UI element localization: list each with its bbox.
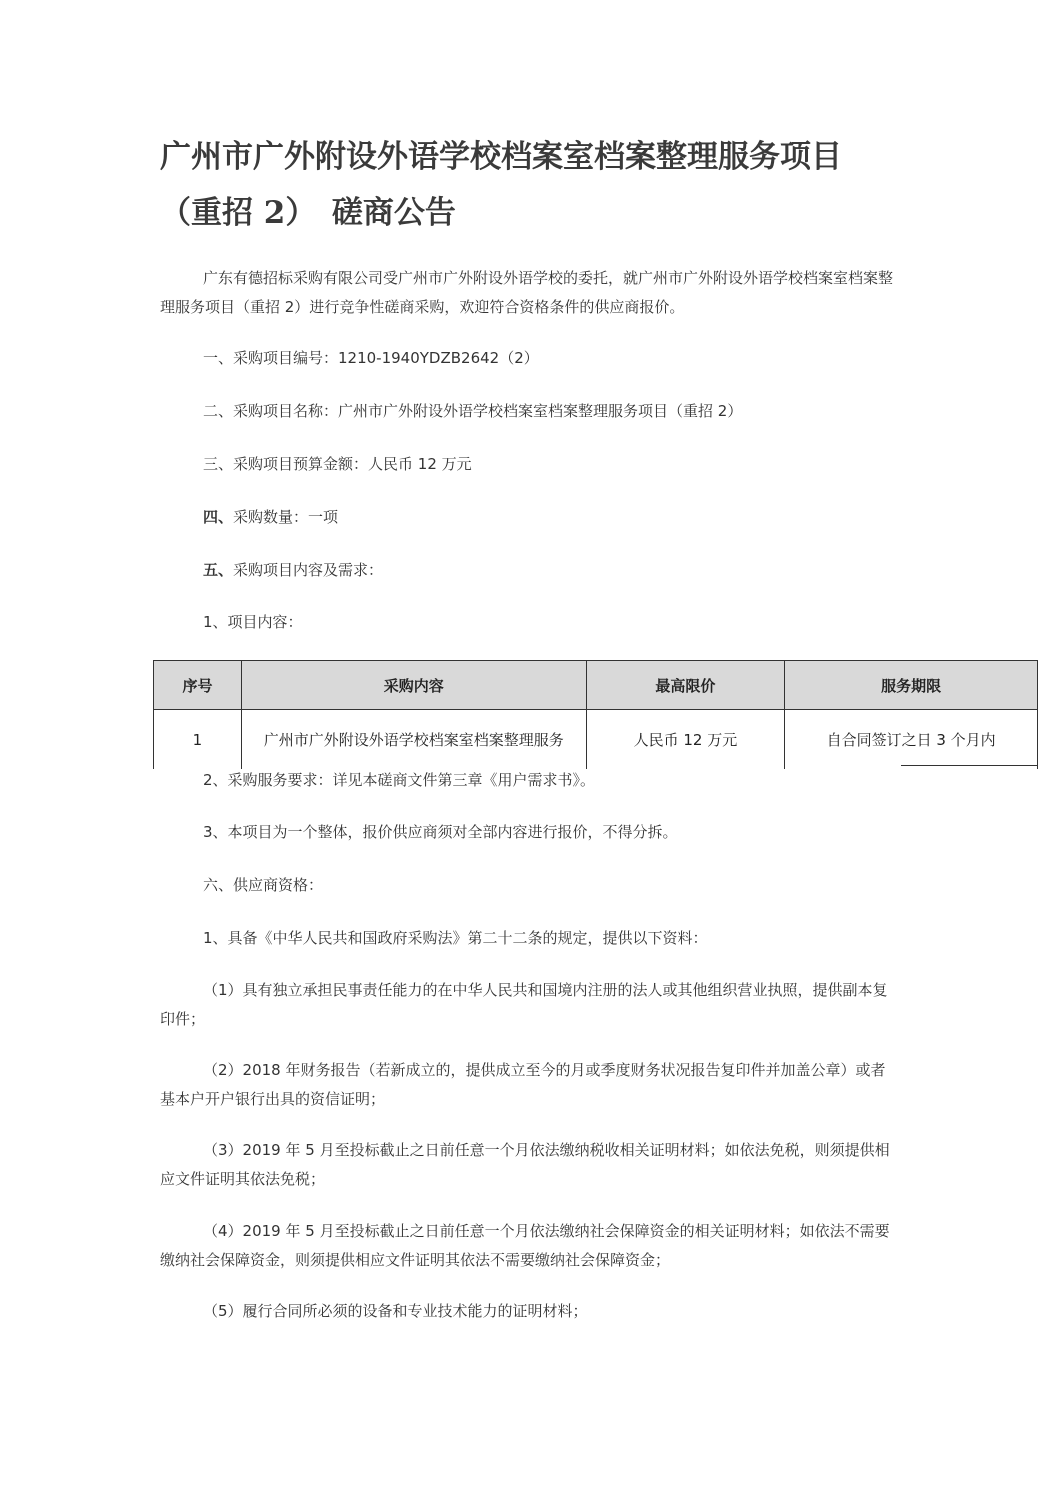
page-title-line-1: 广州市广外附设外语学校档案室档案整理服务项目 — [160, 139, 842, 175]
section-label-5: 五、 — [203, 561, 234, 579]
qualification-item-4: （4）2019 年 5 月至投标截止之日前任意一个月依法缴纳社会保障资金的相关证明材料；如依法不需要缴纳社会保障资金，则须提供相应文件证明其依法不需要缴纳社会保障资金； — [160, 1222, 890, 1269]
column-header-content: 采购内容 — [241, 661, 586, 710]
project-name: 二、采购项目名称：广州市广外附设外语学校档案室档案整理服务项目（重招 2） — [203, 402, 743, 420]
cell-max-price: 人民币 12 万元 — [586, 710, 785, 770]
procurement-items-table — [153, 660, 1038, 769]
service-requirements: 2、采购服务要求：详见本磋商文件第三章《用户需求书》。 — [203, 771, 596, 789]
qualification-law-clause: 1、具备《中华人民共和国政府采购法》第二十二条的规定，提供以下资料： — [203, 929, 708, 947]
cell-content: 广州市广外附设外语学校档案室档案整理服务 — [241, 710, 586, 770]
purchase-quantity — [160, 503, 895, 532]
whole-project-note: 3、本项目为一个整体，报价供应商须对全部内容进行报价，不得分拆。 — [203, 823, 678, 841]
cell-index: 1 — [154, 710, 242, 770]
column-header-max-price: 最高限价 — [586, 661, 785, 710]
column-header-service-period: 服务期限 — [785, 661, 1038, 710]
content-requirements-heading — [160, 556, 895, 585]
project-number: 一、采购项目编号：1210-1940YDZB2642（2） — [203, 349, 539, 367]
qualification-item-2: （2）2018 年财务报告（若新成立的，提供成立至今的月或季度财务状况报告复印件并加盖公章）或者基本户开户银行出具的资信证明； — [160, 1061, 886, 1108]
qualification-item-1: （1）具有独立承担民事责任能力的在中华人民共和国境内注册的法人或其他组织营业执照，提供副本复印件； — [160, 981, 888, 1028]
table-partial-bottom-border — [901, 765, 1038, 766]
table-row — [154, 710, 1038, 770]
table-header-row — [154, 661, 1038, 710]
page-title-line-2: （重招 2） 磋商公告 — [160, 195, 456, 231]
intro-paragraph: 广东有德招标采购有限公司受广州市广外附设外语学校的委托，就广州市广外附设外语学校档案室档案整理服务项目（重招 2）进行竞争性磋商采购，欢迎符合资格条件的供应商报价。 — [160, 269, 894, 316]
qualification-item-3: （3）2019 年 5 月至投标截止之日前任意一个月依法缴纳税收相关证明材料；如依法免税，则须提供相应文件证明其依法免税； — [160, 1141, 890, 1188]
content-requirements-text: 采购项目内容及需求： — [233, 561, 384, 579]
column-header-index: 序号 — [154, 661, 242, 710]
section-label-4: 四、 — [203, 508, 234, 526]
cell-service-period: 自合同签订之日 3 个月内 — [785, 710, 1038, 770]
supplier-qualification-heading: 六、供应商资格： — [203, 876, 324, 894]
project-budget: 三、采购项目预算金额：人民币 12 万元 — [203, 455, 472, 473]
purchase-quantity-text: 采购数量：一项 — [233, 508, 339, 526]
project-content-heading: 1、项目内容： — [203, 613, 303, 631]
qualification-item-5: （5）履行合同所必须的设备和专业技术能力的证明材料； — [203, 1302, 588, 1320]
